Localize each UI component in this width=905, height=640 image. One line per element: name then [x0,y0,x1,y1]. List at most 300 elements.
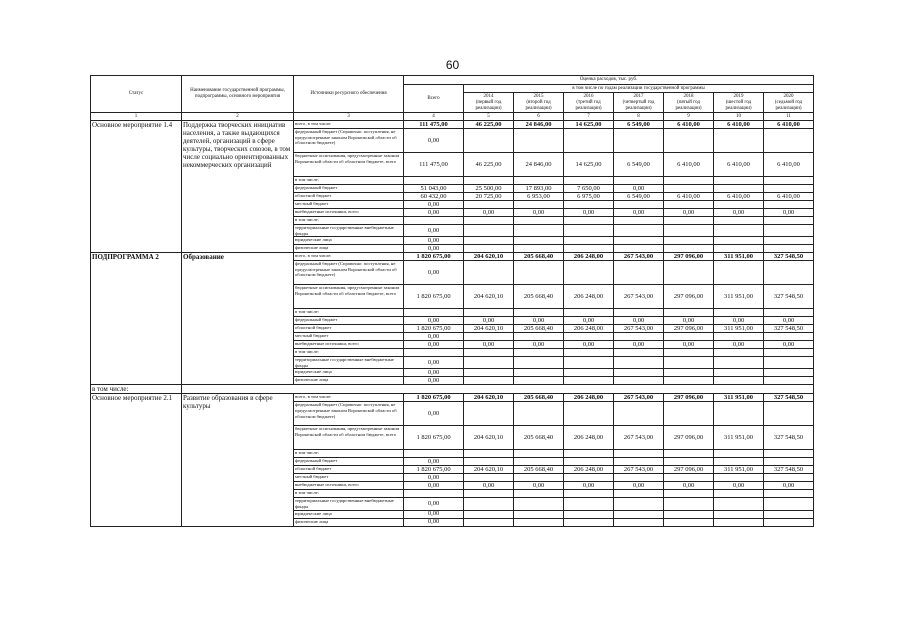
year-value-cell: 0,00 [464,341,514,349]
total-value-cell: 0,00 [404,510,464,518]
year-value-cell [514,201,564,209]
year-value-cell: 6 410,00 [714,153,764,177]
source-cell: всего, в том числе: [294,394,404,402]
year-value-cell [464,225,514,237]
year-value-cell: 297 096,00 [664,466,714,474]
total-value-cell: 0,00 [404,237,464,245]
year-value-cell [614,450,664,458]
year-value-cell [764,129,814,153]
year-value-cell: 46 225,00 [464,153,514,177]
source-cell: федеральный бюджет [294,458,404,466]
year-value-cell [764,518,814,526]
year-value-cell [714,450,764,458]
year-value-cell: 0,00 [464,209,514,217]
total-value-cell [404,349,464,357]
year-value-cell: 267 543,00 [614,253,664,261]
table-header [91,76,814,121]
year-value-cell [664,458,714,466]
year-value-cell [514,402,564,426]
year-value-cell: 297 096,00 [664,325,714,333]
header-year-label: (четвертый год реализации) [622,99,655,111]
total-value-cell: 60 432,00 [404,193,464,201]
year-value-cell [664,490,714,498]
year-value-cell: 46 225,00 [464,121,514,129]
column-number: 1 [91,113,182,121]
total-value-cell: 1 820 675,00 [404,325,464,333]
year-value-cell [664,201,714,209]
year-value-cell: 205 668,40 [514,426,564,450]
source-cell: в том числе: [294,490,404,498]
year-value-cell [464,357,514,369]
year-value-cell [614,129,664,153]
year-value-cell [764,177,814,185]
column-number: 9 [664,113,714,121]
year-value-cell [514,237,564,245]
total-value-cell: 1 820 675,00 [404,253,464,261]
total-value-cell [404,450,464,458]
year-value-cell: 0,00 [464,482,514,490]
total-value-cell [404,217,464,225]
year-value-cell: 327 548,50 [764,466,814,474]
year-value-cell: 14 625,00 [564,121,614,129]
year-value-cell [614,237,664,245]
year-value-cell: 267 543,00 [614,466,664,474]
year-value-cell [764,369,814,377]
year-value-cell: 6 953,00 [514,193,564,201]
header-year-2020 [764,93,814,113]
year-value-cell: 311 951,00 [714,394,764,402]
separator-fill [182,385,814,394]
header-year-label: (второй год реализации) [525,99,552,111]
year-value-cell [664,450,714,458]
year-value-cell: 6 549,00 [614,153,664,177]
year-value-cell [764,510,814,518]
source-cell: федеральный бюджет (Справочно: поступления, не предусмотренные законом Воронежской области об областном бюджете) [294,261,404,285]
year-value-cell [614,498,664,510]
source-cell: в том числе: [294,349,404,357]
year-value-cell: 311 951,00 [714,253,764,261]
year-value-cell [514,225,564,237]
year-value-cell: 0,00 [714,341,764,349]
year-value-cell [514,177,564,185]
header-year-value: 2018 [683,93,694,99]
year-value-cell [464,261,514,285]
year-value-cell [714,498,764,510]
year-value-cell [764,201,814,209]
year-value-cell [764,349,814,357]
year-value-cell [664,369,714,377]
year-value-cell [564,450,614,458]
total-value-cell: 111 475,00 [404,153,464,177]
header-year-label: (третий год реализации) [575,99,602,111]
source-cell: федеральный бюджет [294,317,404,325]
year-value-cell [464,237,514,245]
year-value-cell: 206 248,00 [564,253,614,261]
year-value-cell: 205 668,40 [514,253,564,261]
year-value-cell [614,518,664,526]
year-value-cell: 6 410,00 [764,193,814,201]
total-value-cell: 0,00 [404,369,464,377]
year-value-cell [464,402,514,426]
year-value-cell: 0,00 [614,482,664,490]
year-value-cell [614,510,664,518]
source-cell: физические лица [294,245,404,253]
year-value-cell [464,518,514,526]
year-value-cell [464,333,514,341]
year-value-cell [664,177,714,185]
column-number: 10 [714,113,764,121]
source-cell: в том числе: [294,177,404,185]
total-value-cell [404,177,464,185]
year-value-cell [714,369,764,377]
year-value-cell [514,309,564,317]
year-value-cell [764,333,814,341]
year-value-cell [714,201,764,209]
year-value-cell [664,349,714,357]
total-value-cell: 1 820 675,00 [404,394,464,402]
header-year-2018 [664,93,714,113]
year-value-cell [714,245,764,253]
year-value-cell: 0,00 [664,341,714,349]
resource-table [90,75,814,527]
column-number: 2 [182,113,294,121]
year-value-cell [464,490,514,498]
total-value-cell [404,309,464,317]
source-cell: местный бюджет [294,201,404,209]
source-cell: местный бюджет [294,474,404,482]
name-cell: Образование [182,253,294,385]
year-value-cell [564,498,614,510]
total-value-cell: 0,00 [404,482,464,490]
year-value-cell [664,217,714,225]
year-value-cell [614,369,664,377]
year-value-cell [564,309,614,317]
year-value-cell: 205 668,40 [514,325,564,333]
year-value-cell: 0,00 [514,482,564,490]
year-value-cell [664,357,714,369]
year-value-cell [564,261,614,285]
year-value-cell [664,377,714,385]
source-cell: всего, в том числе: [294,253,404,261]
column-number: 11 [764,113,814,121]
total-value-cell: 0,00 [404,518,464,526]
year-value-cell [514,498,564,510]
year-value-cell: 0,00 [714,317,764,325]
year-value-cell [614,357,664,369]
year-value-cell: 204 620,10 [464,466,514,474]
year-value-cell [714,237,764,245]
year-value-cell [764,261,814,285]
total-value-cell: 0,00 [404,333,464,341]
year-value-cell [464,510,514,518]
year-value-cell: 327 548,50 [764,426,814,450]
source-cell: бюджетные ассигнования, предусмотренные законом Воронежской области об областном бюджете, всего [294,426,404,450]
year-value-cell: 206 248,00 [564,466,614,474]
year-value-cell: 204 620,10 [464,285,514,309]
year-value-cell [714,129,764,153]
year-value-cell [614,245,664,253]
table-row [91,394,814,402]
year-value-cell [464,498,514,510]
header-by-year: в том числе по годам реализации государственной программы [464,85,814,93]
source-cell: в том числе: [294,309,404,317]
status-cell: ПОДПРОГРАММА 2 [91,253,182,385]
year-value-cell: 267 543,00 [614,394,664,402]
source-cell: юридические лица [294,369,404,377]
year-value-cell [514,369,564,377]
header-year-label: (шестой год реализации) [725,99,752,111]
table-body [91,121,814,527]
year-value-cell: 0,00 [664,317,714,325]
year-value-cell [464,201,514,209]
section-separator: в том числе: [91,385,182,394]
year-value-cell [464,129,514,153]
source-cell: физические лица [294,518,404,526]
year-value-cell [764,377,814,385]
table-row [91,253,814,261]
year-value-cell [564,201,614,209]
year-value-cell [564,333,614,341]
column-number: 6 [514,113,564,121]
header-total: Всего [404,85,464,113]
year-value-cell [464,309,514,317]
year-value-cell [614,333,664,341]
source-cell: внебюджетные источники, всего [294,341,404,349]
year-value-cell: 6 975,00 [564,193,614,201]
year-value-cell [664,402,714,426]
year-value-cell [564,402,614,426]
year-value-cell: 6 410,00 [664,193,714,201]
year-value-cell: 20 725,00 [464,193,514,201]
year-value-cell [564,377,614,385]
year-value-cell [464,450,514,458]
year-value-cell [564,245,614,253]
year-value-cell: 0,00 [564,317,614,325]
year-value-cell: 206 248,00 [564,325,614,333]
year-value-cell: 297 096,00 [664,253,714,261]
year-value-cell [514,518,564,526]
year-value-cell: 204 620,10 [464,253,514,261]
source-cell: местный бюджет [294,333,404,341]
year-value-cell: 0,00 [564,482,614,490]
year-value-cell [514,245,564,253]
year-value-cell: 25 500,00 [464,185,514,193]
year-value-cell [564,129,614,153]
year-value-cell: 6 549,00 [614,121,664,129]
year-value-cell [714,333,764,341]
header-year-label: (седьмой год реализации) [774,99,803,111]
total-value-cell: 1 820 675,00 [404,466,464,474]
total-value-cell: 0,00 [404,129,464,153]
year-value-cell: 6 410,00 [714,121,764,129]
total-value-cell: 111 475,00 [404,121,464,129]
year-value-cell [514,333,564,341]
year-value-cell [764,458,814,466]
year-value-cell: 6 410,00 [664,121,714,129]
year-value-cell: 204 620,10 [464,394,514,402]
total-value-cell: 0,00 [404,261,464,285]
column-number: 3 [294,113,404,121]
year-value-cell [714,474,764,482]
year-value-cell [514,490,564,498]
year-value-cell: 0,00 [514,341,564,349]
year-value-cell [514,474,564,482]
year-value-cell: 17 893,00 [514,185,564,193]
year-value-cell [514,129,564,153]
year-value-cell [564,217,614,225]
header-year-2017 [614,93,664,113]
header-year-2016 [564,93,614,113]
source-cell: территориальные государственные внебюджетные фонды [294,225,404,237]
year-value-cell: 0,00 [614,317,664,325]
year-value-cell [614,177,664,185]
total-value-cell: 0,00 [404,357,464,369]
year-value-cell: 311 951,00 [714,325,764,333]
year-value-cell [714,349,764,357]
year-value-cell: 205 668,40 [514,466,564,474]
year-value-cell [714,402,764,426]
name-cell: Развитие образования в сфере культуры [182,394,294,526]
year-value-cell [714,490,764,498]
column-number: 4 [404,113,464,121]
header-year-value: 2016 [583,93,594,99]
year-value-cell: 0,00 [664,209,714,217]
year-value-cell: 14 625,00 [564,153,614,177]
year-value-cell [764,217,814,225]
year-value-cell: 24 846,00 [514,121,564,129]
year-value-cell: 0,00 [514,209,564,217]
year-value-cell [714,261,764,285]
total-value-cell: 1 820 675,00 [404,285,464,309]
column-number: 5 [464,113,514,121]
year-value-cell [464,349,514,357]
total-value-cell: 0,00 [404,377,464,385]
source-cell: в том числе: [294,450,404,458]
table-row [91,121,814,129]
total-value-cell: 0,00 [404,458,464,466]
year-value-cell: 327 548,50 [764,253,814,261]
year-value-cell [764,498,814,510]
year-value-cell [464,177,514,185]
total-value-cell: 51 043,00 [404,185,464,193]
year-value-cell [514,349,564,357]
total-value-cell: 1 820 675,00 [404,426,464,450]
year-value-cell [664,474,714,482]
year-value-cell: 0,00 [764,482,814,490]
year-value-cell: 205 668,40 [514,394,564,402]
year-value-cell: 0,00 [614,185,664,193]
year-value-cell [714,217,764,225]
total-value-cell: 0,00 [404,498,464,510]
total-value-cell: 0,00 [404,201,464,209]
header-year-label: (первый год реализации) [475,99,502,111]
year-value-cell [764,245,814,253]
year-value-cell [714,225,764,237]
year-value-cell: 6 549,00 [614,193,664,201]
year-value-cell [664,309,714,317]
total-value-cell: 0,00 [404,317,464,325]
column-number: 7 [564,113,614,121]
status-cell: Основное мероприятие 1.4 [91,121,182,253]
year-value-cell [564,177,614,185]
header-name: Наименование государственной программы, подпрограммы, основного мероприятия [182,76,294,113]
year-value-cell [564,458,614,466]
year-value-cell: 0,00 [714,482,764,490]
year-value-cell [514,357,564,369]
source-cell: федеральный бюджет [294,185,404,193]
header-estimate: Оценка расходов, тыс. руб. [404,76,814,85]
year-value-cell: 0,00 [764,209,814,217]
year-value-cell [714,177,764,185]
year-value-cell [464,245,514,253]
year-value-cell [764,474,814,482]
year-value-cell [614,458,664,466]
header-year-value: 2017 [633,93,644,99]
year-value-cell: 0,00 [664,482,714,490]
year-value-cell: 0,00 [464,317,514,325]
year-value-cell: 206 248,00 [564,394,614,402]
name-cell: Поддержка творческих инициатив населения, а также выдающихся деятелей, организаций в сфере культуры, творческих союзов, в том числе социально ориентированных некоммерческих организаций [182,121,294,253]
year-value-cell [664,261,714,285]
year-value-cell [564,357,614,369]
year-value-cell [514,377,564,385]
year-value-cell [664,225,714,237]
year-value-cell [664,333,714,341]
year-value-cell [614,377,664,385]
year-value-cell [614,309,664,317]
year-value-cell: 267 543,00 [614,426,664,450]
total-value-cell: 0,00 [404,245,464,253]
source-cell: физические лица [294,377,404,385]
year-value-cell: 206 248,00 [564,285,614,309]
source-cell: внебюджетные источники, всего [294,482,404,490]
year-value-cell: 0,00 [564,341,614,349]
header-year-label: (пятый год реализации) [675,99,702,111]
year-value-cell: 297 096,00 [664,426,714,450]
source-cell: юридические лица [294,510,404,518]
header-year-value: 2015 [533,93,544,99]
year-value-cell [714,518,764,526]
year-value-cell [664,518,714,526]
year-value-cell [764,490,814,498]
header-source: Источники ресурсного обеспечения [294,76,404,113]
year-value-cell [714,357,764,369]
year-value-cell: 327 548,50 [764,285,814,309]
year-value-cell: 297 096,00 [664,285,714,309]
year-value-cell [464,474,514,482]
year-value-cell [564,349,614,357]
year-value-cell: 24 846,00 [514,153,564,177]
year-value-cell [514,217,564,225]
year-value-cell: 0,00 [764,341,814,349]
year-value-cell [614,225,664,237]
year-value-cell: 327 548,50 [764,394,814,402]
header-status: Статус [91,76,182,113]
year-value-cell: 6 410,00 [764,153,814,177]
year-value-cell [564,225,614,237]
source-cell: федеральный бюджет (Справочно: поступления, не предусмотренные законом Воронежской области об областном бюджете) [294,129,404,153]
source-cell: областной бюджет [294,325,404,333]
year-value-cell: 327 548,50 [764,325,814,333]
year-value-cell [564,237,614,245]
year-value-cell [764,402,814,426]
year-value-cell [614,402,664,426]
year-value-cell [764,225,814,237]
year-value-cell [714,458,764,466]
year-value-cell [564,474,614,482]
source-cell: внебюджетные источники, всего [294,209,404,217]
year-value-cell [514,261,564,285]
